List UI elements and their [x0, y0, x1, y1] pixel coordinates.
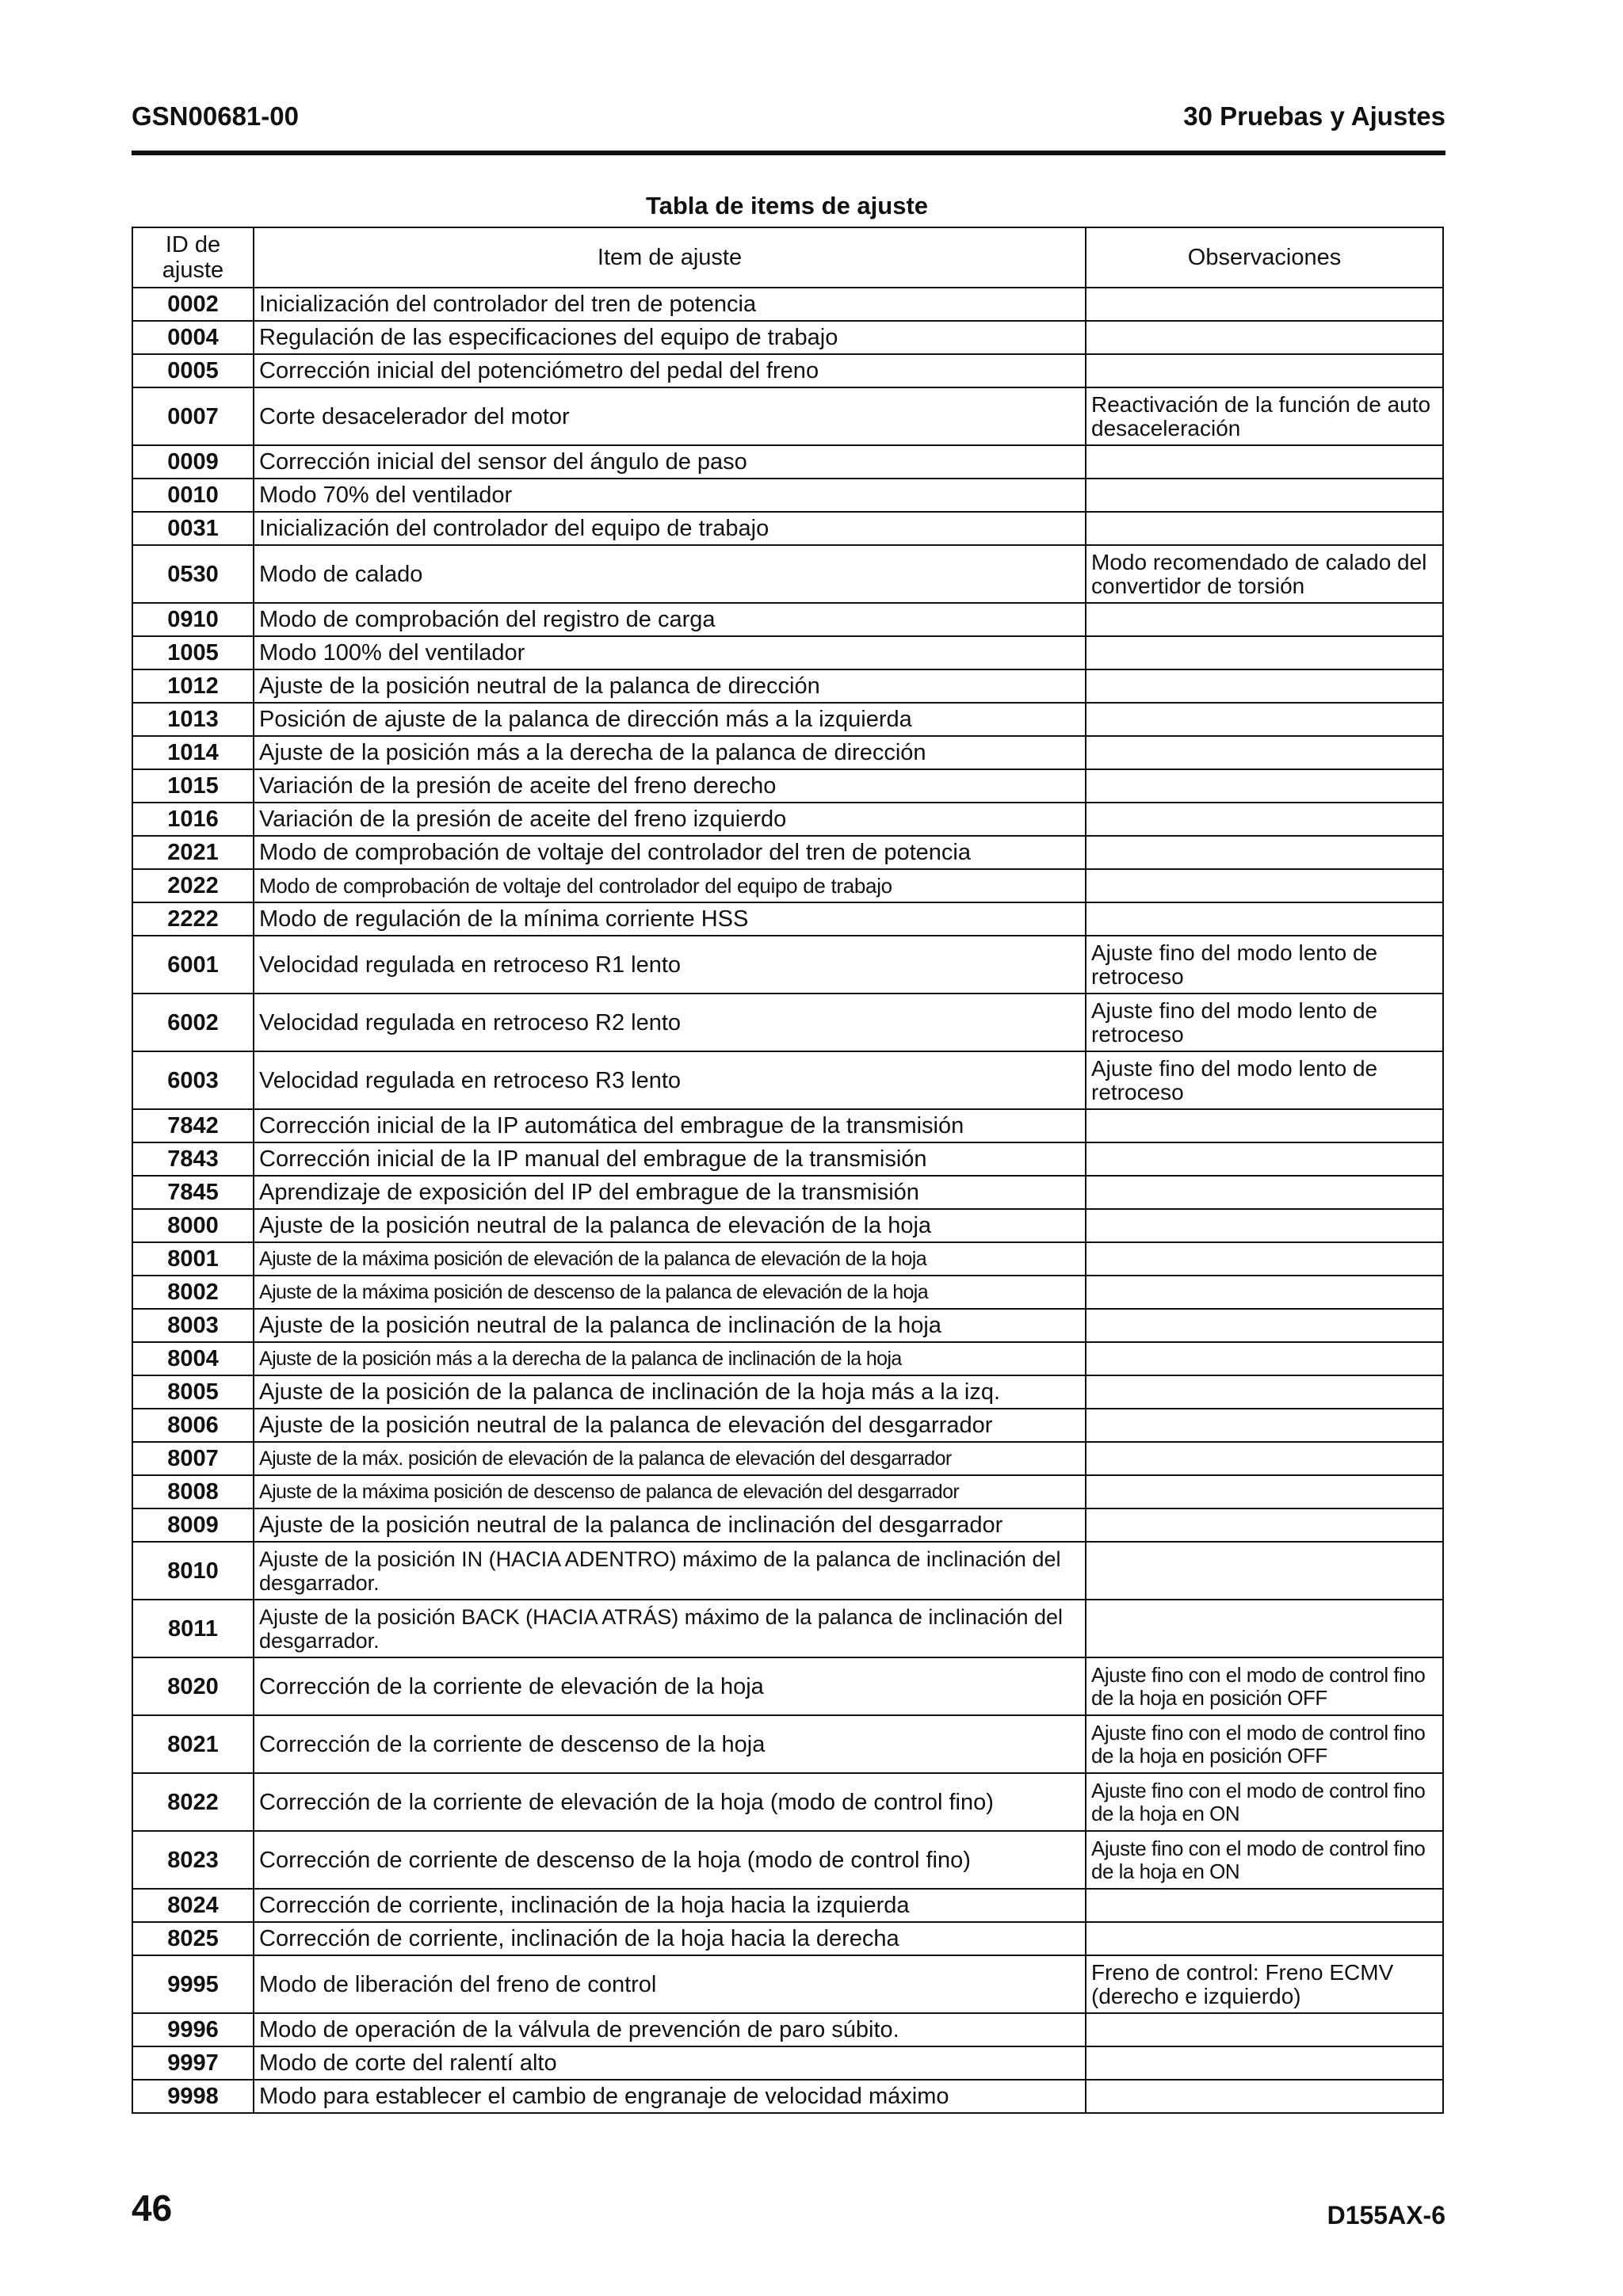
- adjustment-observation: [1086, 836, 1443, 869]
- adjustment-id: 6002: [132, 994, 254, 1051]
- adjustment-item: Corrección de corriente, inclinación de la hoja hacia la izquierda: [254, 1889, 1086, 1922]
- table-row: [132, 636, 1443, 669]
- adjustment-observation: [1086, 736, 1443, 769]
- adjustment-observation: Ajuste fino con el modo de control fino de la hoja en posición OFF: [1086, 1715, 1443, 1773]
- adjustment-observation: [1086, 1542, 1443, 1600]
- adjustment-item: Corrección inicial de la IP manual del embrague de la transmisión: [254, 1142, 1086, 1176]
- adjustment-observation: [1086, 803, 1443, 836]
- adjustment-item: Modo de comprobación de voltaje del controlador del tren de potencia: [254, 836, 1086, 869]
- column-header-id: ID de ajuste: [132, 227, 254, 288]
- page-number: 46: [132, 2187, 173, 2229]
- adjustment-observation: [1086, 603, 1443, 636]
- adjustment-id: 2222: [132, 902, 254, 936]
- table-row: [132, 479, 1443, 512]
- adjustment-item: Ajuste de la posición neutral de la palanca de dirección: [254, 669, 1086, 703]
- adjustment-observation: [1086, 354, 1443, 387]
- table-row: [132, 1142, 1443, 1176]
- adjustment-item: Variación de la presión de aceite del freno izquierdo: [254, 803, 1086, 836]
- adjustment-item: Ajuste de la máxima posición de elevación de la palanca de elevación de la hoja: [254, 1242, 1086, 1276]
- table-row: [132, 736, 1443, 769]
- adjustment-id: 8025: [132, 1922, 254, 1955]
- adjustment-id: 8001: [132, 1242, 254, 1276]
- adjustment-observation: [1086, 1889, 1443, 1922]
- document-code: GSN00681-00: [132, 101, 299, 131]
- adjustment-observation: [1086, 321, 1443, 354]
- table-row: [132, 354, 1443, 387]
- adjustment-item: Corrección de la corriente de descenso de la hoja: [254, 1715, 1086, 1773]
- adjustment-observation: Reactivación de la función de auto desaceleración: [1086, 387, 1443, 445]
- adjustment-id: 7843: [132, 1142, 254, 1176]
- adjustment-id: 0010: [132, 479, 254, 512]
- adjustment-item: Aprendizaje de exposición del IP del embrague de la transmisión: [254, 1176, 1086, 1209]
- adjustment-id: 8010: [132, 1542, 254, 1600]
- adjustment-item: Ajuste de la posición neutral de la palanca de elevación de la hoja: [254, 1209, 1086, 1242]
- section-title: 30 Pruebas y Ajustes: [1183, 101, 1445, 131]
- table-row: [132, 1475, 1443, 1508]
- adjustment-id: 8007: [132, 1442, 254, 1475]
- table-row: [132, 1442, 1443, 1475]
- column-header-observations: Observaciones: [1086, 227, 1443, 288]
- adjustment-observation: [1086, 1276, 1443, 1309]
- adjustment-observation: [1086, 2046, 1443, 2080]
- adjustment-id: 8021: [132, 1715, 254, 1773]
- adjustment-item: Ajuste de la máx. posición de elevación de la palanca de elevación del desgarrador: [254, 1442, 1086, 1475]
- adjustment-observation: [1086, 2013, 1443, 2046]
- adjustment-item: Regulación de las especificaciones del equipo de trabajo: [254, 321, 1086, 354]
- adjustment-observation: [1086, 1209, 1443, 1242]
- adjustment-item: Modo de calado: [254, 545, 1086, 603]
- adjustment-item: Modo para establecer el cambio de engranaje de velocidad máximo: [254, 2080, 1086, 2113]
- adjustment-id: 6001: [132, 936, 254, 994]
- table-row: [132, 769, 1443, 803]
- adjustment-item: Velocidad regulada en retroceso R2 lento: [254, 994, 1086, 1051]
- table-row: [132, 869, 1443, 902]
- adjustment-id: 8024: [132, 1889, 254, 1922]
- table-row: [132, 1831, 1443, 1889]
- adjustment-id: 9995: [132, 1955, 254, 2013]
- adjustment-observation: Ajuste fino del modo lento de retroceso: [1086, 994, 1443, 1051]
- adjustment-id: 0031: [132, 512, 254, 545]
- adjustment-item: Ajuste de la posición más a la derecha de la palanca de inclinación de la hoja: [254, 1342, 1086, 1375]
- adjustment-id: 0530: [132, 545, 254, 603]
- table-row: [132, 545, 1443, 603]
- adjustment-id: 9998: [132, 2080, 254, 2113]
- adjustment-id: 0009: [132, 445, 254, 479]
- table-header-row: [132, 227, 1443, 288]
- adjustment-item: Ajuste de la máxima posición de descenso de la palanca de elevación de la hoja: [254, 1276, 1086, 1309]
- table-row: [132, 2013, 1443, 2046]
- adjustment-item: Ajuste de la posición de la palanca de inclinación de la hoja más a la izq.: [254, 1375, 1086, 1409]
- adjustment-item: Modo 100% del ventilador: [254, 636, 1086, 669]
- adjustment-observation: [1086, 669, 1443, 703]
- table-row: [132, 1889, 1443, 1922]
- adjustment-observation: [1086, 769, 1443, 803]
- table-row: [132, 2080, 1443, 2113]
- adjustment-item: Inicialización del controlador del equipo de trabajo: [254, 512, 1086, 545]
- adjustment-item: Posición de ajuste de la palanca de dirección más a la izquierda: [254, 703, 1086, 736]
- adjustment-id: 0007: [132, 387, 254, 445]
- table-row: [132, 803, 1443, 836]
- adjustment-id: 1015: [132, 769, 254, 803]
- table-row: [132, 1600, 1443, 1657]
- table-row: [132, 603, 1443, 636]
- adjustment-id: 1012: [132, 669, 254, 703]
- adjustment-id: 8002: [132, 1276, 254, 1309]
- adjustment-observation: [1086, 1375, 1443, 1409]
- adjustment-observation: Ajuste fino con el modo de control fino de la hoja en ON: [1086, 1773, 1443, 1831]
- adjustment-item: Inicialización del controlador del tren de potencia: [254, 288, 1086, 321]
- adjustment-item: Ajuste de la posición neutral de la palanca de inclinación de la hoja: [254, 1309, 1086, 1342]
- adjustment-id: 2021: [132, 836, 254, 869]
- adjustment-item: Modo 70% del ventilador: [254, 479, 1086, 512]
- table-row: [132, 1409, 1443, 1442]
- table-row: [132, 1209, 1443, 1242]
- table-row: [132, 902, 1443, 936]
- adjustment-observation: [1086, 1922, 1443, 1955]
- adjustment-items-table: [132, 227, 1444, 2114]
- adjustment-item: Velocidad regulada en retroceso R1 lento: [254, 936, 1086, 994]
- adjustment-observation: [1086, 1442, 1443, 1475]
- adjustment-item: Modo de comprobación de voltaje del controlador del equipo de trabajo: [254, 869, 1086, 902]
- adjustment-id: 8020: [132, 1657, 254, 1715]
- adjustment-id: 1013: [132, 703, 254, 736]
- adjustment-observation: [1086, 479, 1443, 512]
- adjustment-item: Corrección inicial del sensor del ángulo de paso: [254, 445, 1086, 479]
- adjustment-observation: [1086, 636, 1443, 669]
- table-row: [132, 1375, 1443, 1409]
- table-row: [132, 1773, 1443, 1831]
- adjustment-observation: Ajuste fino del modo lento de retroceso: [1086, 1051, 1443, 1109]
- adjustment-item: Ajuste de la máxima posición de descenso de palanca de elevación del desgarrador: [254, 1475, 1086, 1508]
- adjustment-observation: [1086, 1242, 1443, 1276]
- adjustment-item: Corrección inicial de la IP automática del embrague de la transmisión: [254, 1109, 1086, 1142]
- table-row: [132, 703, 1443, 736]
- adjustment-item: Modo de corte del ralentí alto: [254, 2046, 1086, 2080]
- adjustment-observation: [1086, 902, 1443, 936]
- adjustment-id: 1014: [132, 736, 254, 769]
- adjustment-item: Variación de la presión de aceite del freno derecho: [254, 769, 1086, 803]
- adjustment-item: Modo de liberación del freno de control: [254, 1955, 1086, 2013]
- table-body: [132, 288, 1443, 2113]
- model-code: D155AX-6: [1327, 2201, 1445, 2229]
- adjustment-id: 0005: [132, 354, 254, 387]
- adjustment-item: Ajuste de la posición neutral de la palanca de inclinación del desgarrador: [254, 1508, 1086, 1542]
- table-row: [132, 445, 1443, 479]
- adjustment-id: 0002: [132, 288, 254, 321]
- table-row: [132, 1276, 1443, 1309]
- adjustment-id: 1016: [132, 803, 254, 836]
- adjustment-observation: Ajuste fino con el modo de control fino de la hoja en posición OFF: [1086, 1657, 1443, 1715]
- adjustment-item: Ajuste de la posición IN (HACIA ADENTRO) máximo de la palanca de inclinación del desgarrador.: [254, 1542, 1086, 1600]
- adjustment-observation: [1086, 1142, 1443, 1176]
- table-row: [132, 1342, 1443, 1375]
- adjustment-item: Modo de regulación de la mínima corriente HSS: [254, 902, 1086, 936]
- table-row: [132, 1242, 1443, 1276]
- adjustment-observation: [1086, 1309, 1443, 1342]
- table-row: [132, 512, 1443, 545]
- table-row: [132, 2046, 1443, 2080]
- table-row: [132, 1109, 1443, 1142]
- table-row: [132, 1657, 1443, 1715]
- table-row: [132, 669, 1443, 703]
- adjustment-item: Corrección inicial del potenciómetro del pedal del freno: [254, 354, 1086, 387]
- table-row: [132, 1955, 1443, 2013]
- adjustment-id: 7842: [132, 1109, 254, 1142]
- adjustment-item: Corrección de la corriente de elevación de la hoja (modo de control fino): [254, 1773, 1086, 1831]
- table-row: [132, 288, 1443, 321]
- adjustment-observation: Freno de control: Freno ECMV (derecho e izquierdo): [1086, 1955, 1443, 2013]
- adjustment-item: Modo de operación de la válvula de prevención de paro súbito.: [254, 2013, 1086, 2046]
- adjustment-id: 9997: [132, 2046, 254, 2080]
- adjustment-id: 8004: [132, 1342, 254, 1375]
- adjustment-observation: [1086, 512, 1443, 545]
- adjustment-item: Corrección de la corriente de elevación de la hoja: [254, 1657, 1086, 1715]
- adjustment-item: Corte desacelerador del motor: [254, 387, 1086, 445]
- adjustment-observation: [1086, 1475, 1443, 1508]
- adjustment-id: 2022: [132, 869, 254, 902]
- adjustment-observation: [1086, 1409, 1443, 1442]
- table-row: [132, 1542, 1443, 1600]
- adjustment-id: 1005: [132, 636, 254, 669]
- header-rule: [132, 151, 1445, 155]
- adjustment-id: 8022: [132, 1773, 254, 1831]
- adjustment-item: Corrección de corriente, inclinación de la hoja hacia la derecha: [254, 1922, 1086, 1955]
- table-row: [132, 1051, 1443, 1109]
- table-row: [132, 387, 1443, 445]
- adjustment-id: 8005: [132, 1375, 254, 1409]
- table-row: [132, 936, 1443, 994]
- adjustment-id: 7845: [132, 1176, 254, 1209]
- adjustment-id: 8006: [132, 1409, 254, 1442]
- adjustment-id: 0910: [132, 603, 254, 636]
- adjustment-id: 8008: [132, 1475, 254, 1508]
- table-caption: Tabla de items de ajuste: [645, 192, 929, 219]
- adjustment-item: Velocidad regulada en retroceso R3 lento: [254, 1051, 1086, 1109]
- table-row: [132, 994, 1443, 1051]
- adjustment-observation: [1086, 1176, 1443, 1209]
- adjustment-observation: Ajuste fino con el modo de control fino de la hoja en ON: [1086, 1831, 1443, 1889]
- table-row: [132, 836, 1443, 869]
- table-row: [132, 1176, 1443, 1209]
- adjustment-observation: [1086, 445, 1443, 479]
- adjustment-id: 0004: [132, 321, 254, 354]
- adjustment-observation: [1086, 2080, 1443, 2113]
- adjustment-id: 8011: [132, 1600, 254, 1657]
- adjustment-id: 8009: [132, 1508, 254, 1542]
- adjustment-observation: Ajuste fino del modo lento de retroceso: [1086, 936, 1443, 994]
- adjustment-observation: [1086, 1508, 1443, 1542]
- adjustment-observation: [1086, 703, 1443, 736]
- adjustment-id: 8000: [132, 1209, 254, 1242]
- adjustment-observation: [1086, 869, 1443, 902]
- adjustment-observation: [1086, 1342, 1443, 1375]
- adjustment-item: Ajuste de la posición más a la derecha de la palanca de dirección: [254, 736, 1086, 769]
- adjustment-item: Ajuste de la posición neutral de la palanca de elevación del desgarrador: [254, 1409, 1086, 1442]
- adjustment-item: Modo de comprobación del registro de carga: [254, 603, 1086, 636]
- adjustment-id: 8023: [132, 1831, 254, 1889]
- column-header-item: Item de ajuste: [254, 227, 1086, 288]
- table-row: [132, 1922, 1443, 1955]
- adjustment-id: 6003: [132, 1051, 254, 1109]
- adjustment-item: Ajuste de la posición BACK (HACIA ATRÁS) máximo de la palanca de inclinación del desgarrador.: [254, 1600, 1086, 1657]
- adjustment-observation: [1086, 1600, 1443, 1657]
- table-row: [132, 1715, 1443, 1773]
- table-row: [132, 321, 1443, 354]
- adjustment-observation: [1086, 288, 1443, 321]
- adjustment-observation: [1086, 1109, 1443, 1142]
- adjustment-item: Corrección de corriente de descenso de la hoja (modo de control fino): [254, 1831, 1086, 1889]
- adjustment-id: 8003: [132, 1309, 254, 1342]
- adjustment-observation: Modo recomendado de calado del convertidor de torsión: [1086, 545, 1443, 603]
- adjustment-id: 9996: [132, 2013, 254, 2046]
- table-row: [132, 1309, 1443, 1342]
- table-row: [132, 1508, 1443, 1542]
